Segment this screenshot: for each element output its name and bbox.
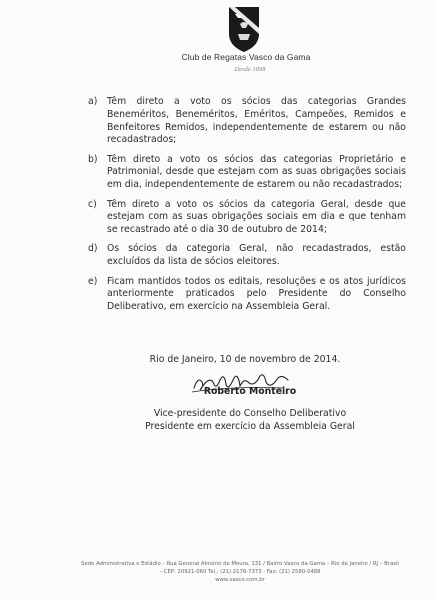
- signer-role: [110, 408, 390, 433]
- footer-address: [70, 560, 410, 584]
- list-item-a: [88, 96, 406, 147]
- signer-title-line-2: Presidente em exercício da Assembleia Geral: [145, 420, 355, 432]
- list-item-text: Têm direto a voto os sócios da categoria Geral, desde que estejam com as suas obrigações sociais em dia e que tenham se recastrado até o dia 30 de outubro de 2014;: [107, 198, 406, 236]
- list-marker: c): [88, 198, 97, 210]
- signer-title-line-1: Vice-presidente do Conselho Deliberativo: [153, 408, 347, 419]
- list-item-text: Ficam mantidos todos os editais, resoluções e os atos jurídicos anteriormente praticados pelo Presidente do Conselho Deliberativo, em exercício na Assembleia Geral.: [107, 275, 406, 313]
- list-marker: d): [88, 243, 98, 255]
- footer-line-1: Sede Administrativa e Estádio – Rua General Almério de Moura, 131 / Bairro Vasco da Gama – Rio de Janeiro / RJ – Brasil: [81, 561, 399, 567]
- list-item-b: [88, 154, 406, 192]
- list-item-c: [88, 199, 406, 237]
- list-marker: a): [88, 96, 98, 107]
- list-item-text: Têm direto a voto os sócios das categorias Proprietário e Patrimonial, desde que estejam com as suas obrigações sociais em dia, independentemente de estarem ou não recadastrados;: [107, 153, 406, 191]
- club-crest-logo: [226, 4, 262, 54]
- club-name: Club de Regatas Vasco da Gama: [181, 52, 311, 62]
- footer-line-2: – CEP: 20921-060 Tel.: (21) 2176-7373 · Fax: (21) 2580-0488: [159, 569, 321, 575]
- list-item-text: Os sócios da categoria Geral, não recadastrados, estão excluídos da lista de sócios eleitores.: [107, 243, 406, 268]
- list-item-d: [88, 243, 406, 269]
- resolution-list: [88, 96, 406, 320]
- list-marker: b): [88, 153, 98, 165]
- footer-website: www.vasco.com.br: [215, 577, 265, 583]
- list-item-text: Têm direto a voto os sócios das categorias Grandes Beneméritos, Beneméritos, Eméritos, Campeões, Remidos e Benfeitores Remidos, independentemente de estarem ou não recadastrados;: [107, 96, 406, 146]
- date-line: Rio de Janeiro, 10 de novembro de 2014.: [149, 354, 341, 365]
- list-item-e: [88, 276, 406, 314]
- since-year: Desde 1898: [234, 66, 266, 73]
- list-marker: e): [88, 275, 98, 287]
- signer-name: Roberto Monteiro: [203, 386, 297, 397]
